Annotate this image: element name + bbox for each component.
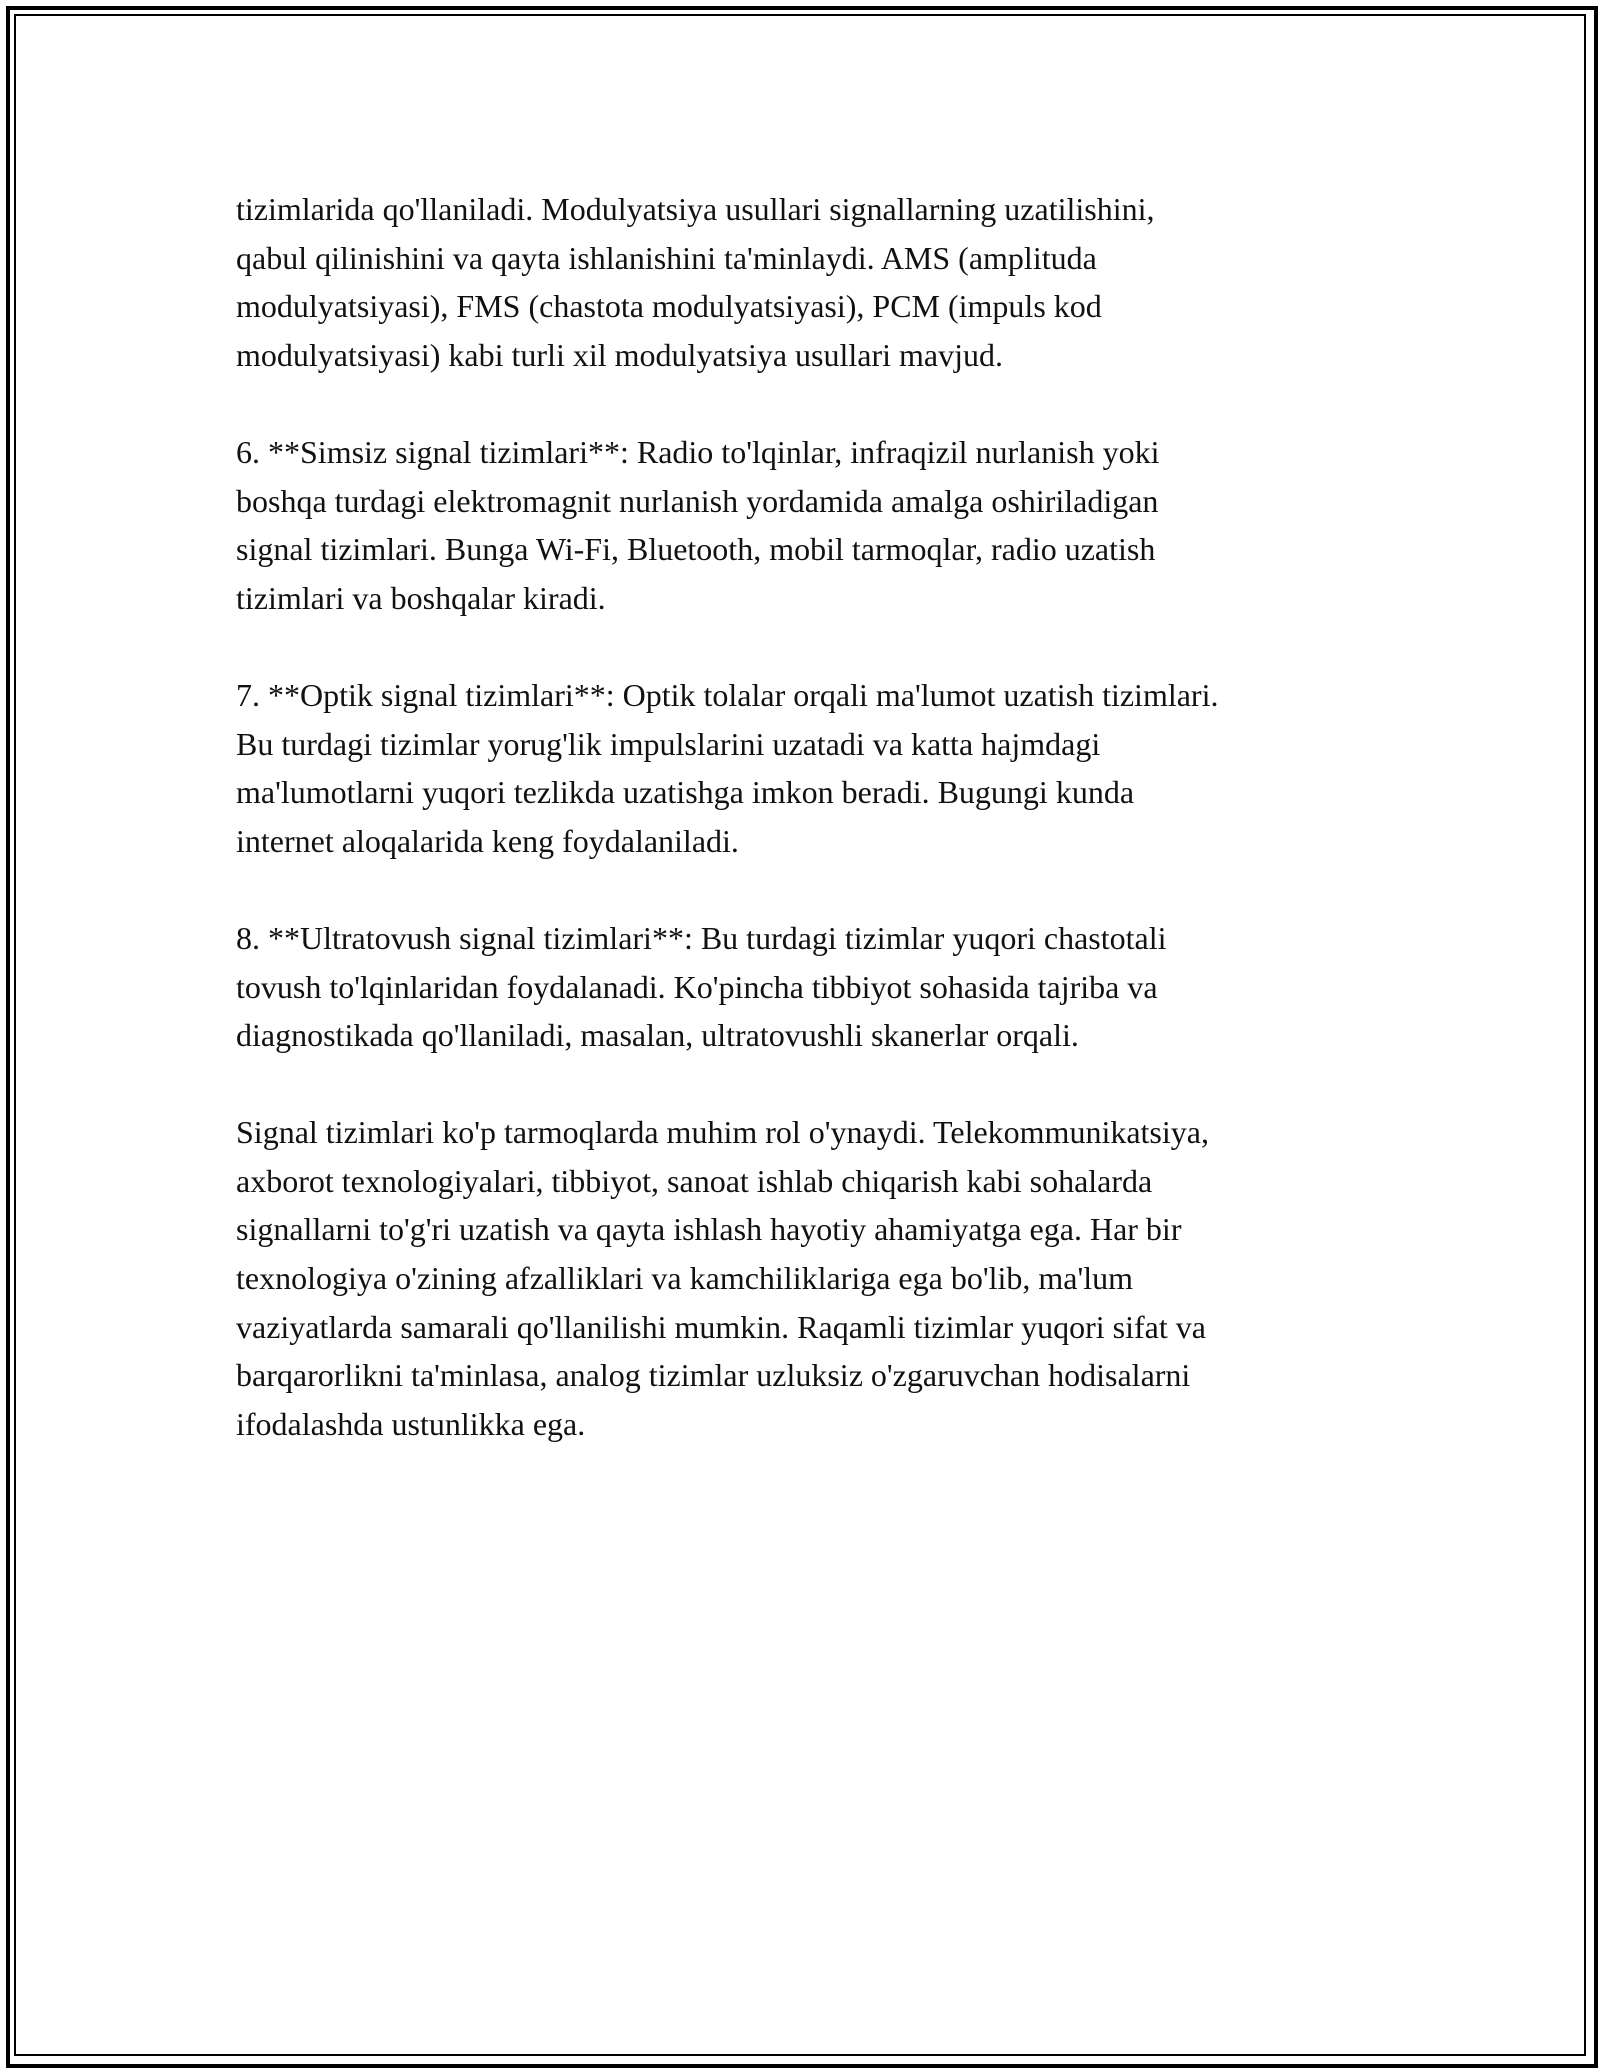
- text-line: 6. **Simsiz signal tizimlari**: Radio to'lqinlar, infraqizil nurlanish yoki: [236, 433, 1160, 470]
- text-line: qabul qilinishini va qayta ishlanishini ta'minlaydi. AMS (amplituda: [236, 239, 1097, 276]
- text-line: tovush to'lqinlaridan foydalanadi. Ko'pincha tibbiyot sohasida tajriba va: [236, 968, 1158, 1005]
- text-line: texnologiya o'zining afzalliklari va kamchiliklariga ega bo'lib, ma'lum: [236, 1260, 1134, 1297]
- text-line: tizimlarida qo'llaniladi. Modulyatsiya usullari signallarning uzatilishini,: [236, 191, 1155, 227]
- text-line: tizimlari va boshqalar kiradi.: [236, 579, 606, 616]
- text-line: signallarni to'g'ri uzatish va qayta ishlash hayotiy ahamiyatga ega. Har bir: [236, 1211, 1182, 1248]
- text-line: signal tizimlari. Bunga Wi-Fi, Bluetooth, mobil tarmoqlar, radio uzatish: [236, 531, 1156, 568]
- document-body: [236, 185, 1376, 1497]
- text-line: axborot texnologiyalari, tibbiyot, sanoat ishlab chiqarish kabi sohalarda: [236, 1162, 1153, 1199]
- text-line: internet aloqalarida keng foydalaniladi.: [236, 822, 739, 859]
- text-line: modulyatsiyasi), FMS (chastota modulyatsiyasi), PCM (impuls kod: [236, 288, 1102, 325]
- text-line: diagnostikada qo'llaniladi, masalan, ultratovushli skanerlar orqali.: [236, 1017, 1079, 1054]
- text-line: 8. **Ultratovush signal tizimlari**: Bu turdagi tizimlar yuqori chastotali: [236, 919, 1167, 956]
- paragraph-optical-signal-systems: [236, 671, 1376, 865]
- text-line: Bu turdagi tizimlar yorug'lik impulslarini uzatadi va katta hajmdagi: [236, 725, 1101, 762]
- paragraph-conclusion: [236, 1108, 1376, 1448]
- text-line: 7. **Optik signal tizimlari**: Optik tolalar orqali ma'lumot uzatish tizimlari.: [236, 676, 1219, 713]
- paragraph-modulation: [236, 185, 1376, 379]
- paragraph-ultrasound-signal-systems: [236, 914, 1376, 1060]
- text-line: vaziyatlarda samarali qo'llanilishi mumkin. Raqamli tizimlar yuqori sifat va: [236, 1308, 1206, 1345]
- text-line: barqarorlikni ta'minlasa, analog tizimlar uzluksiz o'zgaruvchan hodisalarni: [236, 1357, 1191, 1394]
- text-line: ma'lumotlarni yuqori tezlikda uzatishga imkon beradi. Bugungi kunda: [236, 774, 1135, 811]
- paragraph-wireless-signal-systems: [236, 428, 1376, 622]
- text-line: boshqa turdagi elektromagnit nurlanish yordamida amalga oshiriladigan: [236, 482, 1159, 519]
- text-line: ifodalashda ustunlikka ega.: [236, 1405, 586, 1442]
- text-line: Signal tizimlari ko'p tarmoqlarda muhim rol o'ynaydi. Telekommunikatsiya,: [236, 1114, 1209, 1151]
- text-line: modulyatsiyasi) kabi turli xil modulyatsiya usullari mavjud.: [236, 336, 1004, 373]
